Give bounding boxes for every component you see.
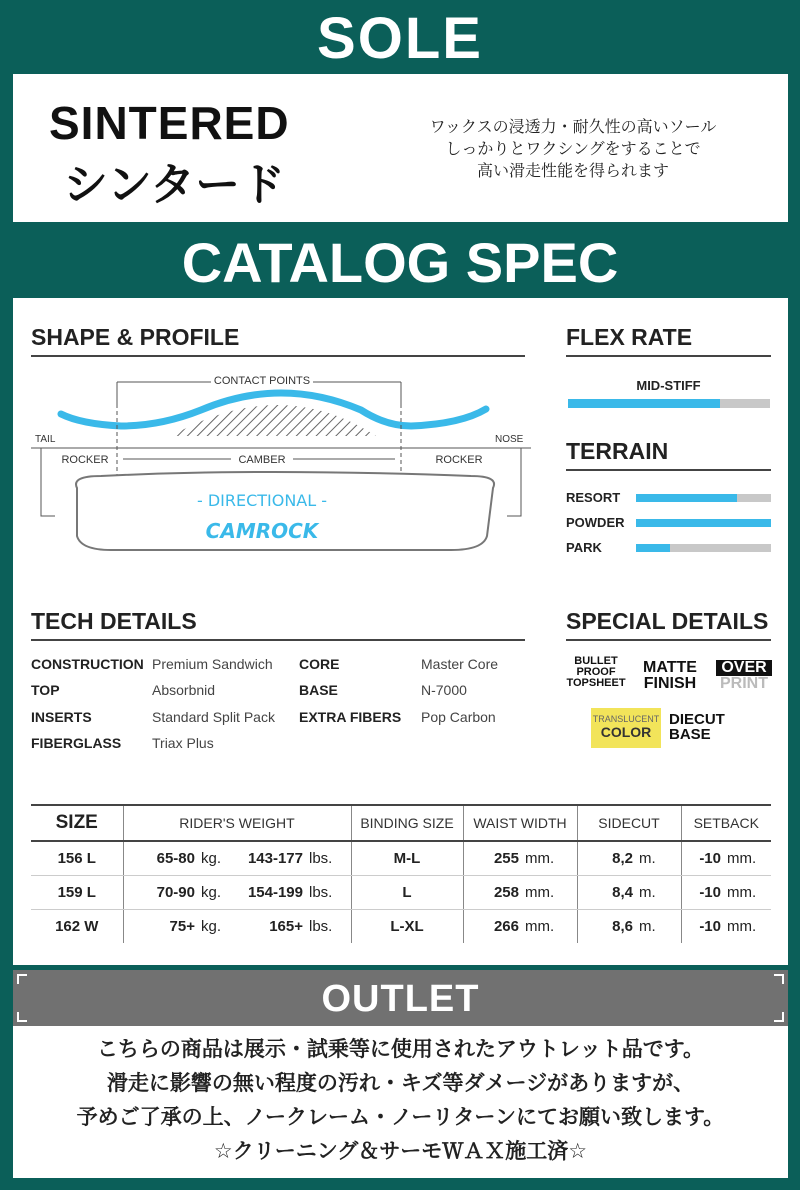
cell-unit: m. (633, 875, 681, 909)
cell-setback: -10 (681, 875, 721, 909)
cell-binding: L-XL (351, 909, 463, 943)
tech-label-core: CORE (299, 656, 340, 672)
badge-line: OVER (716, 660, 772, 676)
diecut-base-badge (669, 712, 739, 742)
special-details-title: SPECIAL DETAILS (566, 608, 771, 641)
tech-label-base: BASE (299, 682, 338, 698)
cell-unit: mm. (519, 841, 577, 875)
badge-line: PRINT (720, 675, 768, 692)
badge-line: TRANSLUCENT (592, 714, 660, 724)
corner-mark (17, 1012, 27, 1022)
flex-bar (568, 399, 770, 408)
badge-line: MATTE (643, 659, 697, 676)
cell-waist: 266 (463, 909, 519, 943)
over-print-badge (716, 660, 772, 692)
tech-label-inserts: INSERTS (31, 709, 92, 725)
sole-description (373, 116, 773, 182)
corner-mark (17, 974, 27, 984)
sole-desc-line: しっかりとワクシングをすることで (445, 139, 701, 158)
catalog-spec-title: CATALOG SPEC (181, 231, 619, 294)
cell-unit: lbs. (303, 875, 351, 909)
cell-waist: 258 (463, 875, 519, 909)
cell-unit: lbs. (309, 917, 333, 935)
outlet-notice (13, 1026, 788, 1178)
badge-line: FINISH (643, 675, 697, 692)
camber-label: CAMBER (238, 454, 286, 466)
rocker-nose-label: ROCKER (435, 454, 483, 466)
profile-name: CAMROCK (205, 519, 319, 543)
cell-binding: L (351, 875, 463, 909)
table-row (31, 909, 771, 943)
sole-desc-line: 高い滑走性能を得られます (476, 161, 669, 180)
nose-label: NOSE (495, 434, 524, 445)
cell-sidecut: 8,6 (577, 909, 633, 943)
tech-value-inserts: Standard Split Pack (152, 709, 275, 725)
tech-value-core: Master Core (421, 656, 499, 672)
cell-unit: kg. (195, 841, 239, 875)
tech-value-fiberglass: Triax Plus (152, 735, 214, 751)
cell-unit: mm. (525, 917, 555, 935)
translucent-color-badge (591, 708, 661, 748)
terrain-label: POWDER (566, 515, 625, 530)
flex-bar-fill (568, 399, 720, 408)
cell-size: 162 W (55, 917, 99, 935)
shape-profile-title: SHAPE & PROFILE (31, 324, 525, 357)
cell-setback: -10 (681, 909, 721, 943)
cell-unit: mm. (721, 841, 771, 875)
terrain-label: PARK (566, 540, 602, 555)
cell-kg: 70-90 (123, 875, 195, 909)
flex-value-label: MID-STIFF (636, 378, 701, 393)
badge-line: TOPSHEET (566, 677, 626, 689)
bullet-proof-badge (565, 656, 627, 689)
cell-kg: 65-80 (123, 841, 195, 875)
outlet-title: OUTLET (321, 978, 480, 1020)
profile-diagram (31, 364, 531, 634)
cell-unit: kg. (195, 875, 239, 909)
outlet-line: 滑走に影響の無い程度の汚れ・キズ等ダメージがありますが、 (106, 1071, 695, 1095)
cell-unit: mm. (721, 875, 771, 909)
base-type-en: SINTERED (49, 97, 290, 149)
tech-value-construction: Premium Sandwich (152, 656, 273, 672)
col-size: SIZE (31, 805, 123, 841)
cell-unit: mm. (727, 917, 757, 935)
terrain-title: TERRAIN (566, 438, 771, 471)
flex-rate-title: FLEX RATE (566, 324, 771, 357)
cell-unit: m. (639, 917, 656, 935)
tech-label-fiberglass: FIBERGLASS (31, 735, 122, 751)
col-waist-width: WAIST WIDTH (463, 805, 577, 841)
badge-line: DIECUT (669, 711, 725, 728)
shape-label: - DIRECTIONAL - (196, 491, 328, 510)
tail-label: TAIL (35, 434, 56, 445)
terrain-bar-fill (636, 519, 771, 527)
cell-sidecut: 8,4 (577, 875, 633, 909)
cell-unit: mm. (519, 875, 577, 909)
terrain-bar-fill (636, 494, 737, 502)
table-row (31, 841, 771, 875)
terrain-bar (636, 544, 771, 552)
corner-mark (774, 1012, 784, 1022)
rocker-tail-label: ROCKER (61, 454, 109, 466)
cell-lbs: 165+ (269, 917, 303, 935)
table-header-row (31, 805, 771, 841)
cell-binding: M-L (351, 841, 463, 875)
cell-kg: 75+ (123, 909, 195, 943)
cell-unit: m. (633, 841, 681, 875)
tech-label-top: TOP (31, 682, 60, 698)
sole-desc-line: ワックスの浸透力・耐久性の高いソール (429, 117, 717, 136)
cell-size: 156 L (31, 841, 123, 875)
tech-value-extra-fibers: Pop Carbon (421, 709, 496, 725)
col-riders-weight: RIDER'S WEIGHT (123, 805, 351, 841)
col-binding-size: BINDING SIZE (351, 805, 463, 841)
spec-panel (13, 298, 788, 965)
terrain-row-resort (566, 490, 771, 506)
terrain-label: RESORT (566, 490, 621, 505)
badge-line: BASE (669, 726, 711, 743)
outlet-line: ☆クリーニング＆サーモＷＡＸ施工済☆ (213, 1139, 588, 1163)
col-sidecut: SIDECUT (577, 805, 681, 841)
tail-arrow (41, 448, 55, 516)
badge-line: BULLET (574, 655, 618, 667)
badge-line: COLOR (600, 724, 652, 740)
outlet-banner (13, 970, 788, 1026)
cell-lbs: 143-177 (239, 841, 303, 875)
sole-panel (13, 74, 788, 222)
outlet-line: こちらの商品は展示・試乗等に使用されたアウトレット品です。 (96, 1037, 705, 1061)
cell-size: 159 L (31, 875, 123, 909)
sole-title: SOLE (317, 6, 483, 71)
tech-value-base: N-7000 (421, 682, 467, 698)
terrain-bar (636, 519, 771, 527)
base-type-jp: シンタード (63, 158, 286, 211)
tech-details-title: TECH DETAILS (31, 608, 525, 641)
tech-value-top: Absorbnid (152, 682, 216, 698)
matte-finish-badge (637, 660, 703, 692)
terrain-row-powder (566, 515, 771, 531)
cell-sidecut: 8,2 (577, 841, 633, 875)
corner-mark (774, 974, 784, 984)
col-setback: SETBACK (681, 805, 771, 841)
cell-unit: kg. (201, 917, 222, 935)
nose-arrow (507, 448, 521, 516)
size-table (31, 804, 771, 943)
badge-line: PROOF (576, 666, 616, 678)
table-row (31, 875, 771, 909)
terrain-bar (636, 494, 771, 502)
terrain-row-park (566, 540, 771, 556)
cell-waist: 255 (463, 841, 519, 875)
cell-unit: lbs. (303, 841, 351, 875)
cell-lbs: 154-199 (239, 875, 303, 909)
outlet-line: 予めご了承の上、ノークレーム・ノーリターンにてお願い致します。 (76, 1105, 725, 1129)
cell-setback: -10 (681, 841, 721, 875)
contact-points-label: CONTACT POINTS (213, 375, 311, 387)
tech-label-construction: CONSTRUCTION (31, 656, 144, 672)
tech-label-extra-fibers: EXTRA FIBERS (299, 709, 402, 725)
terrain-bar-fill (636, 544, 670, 552)
